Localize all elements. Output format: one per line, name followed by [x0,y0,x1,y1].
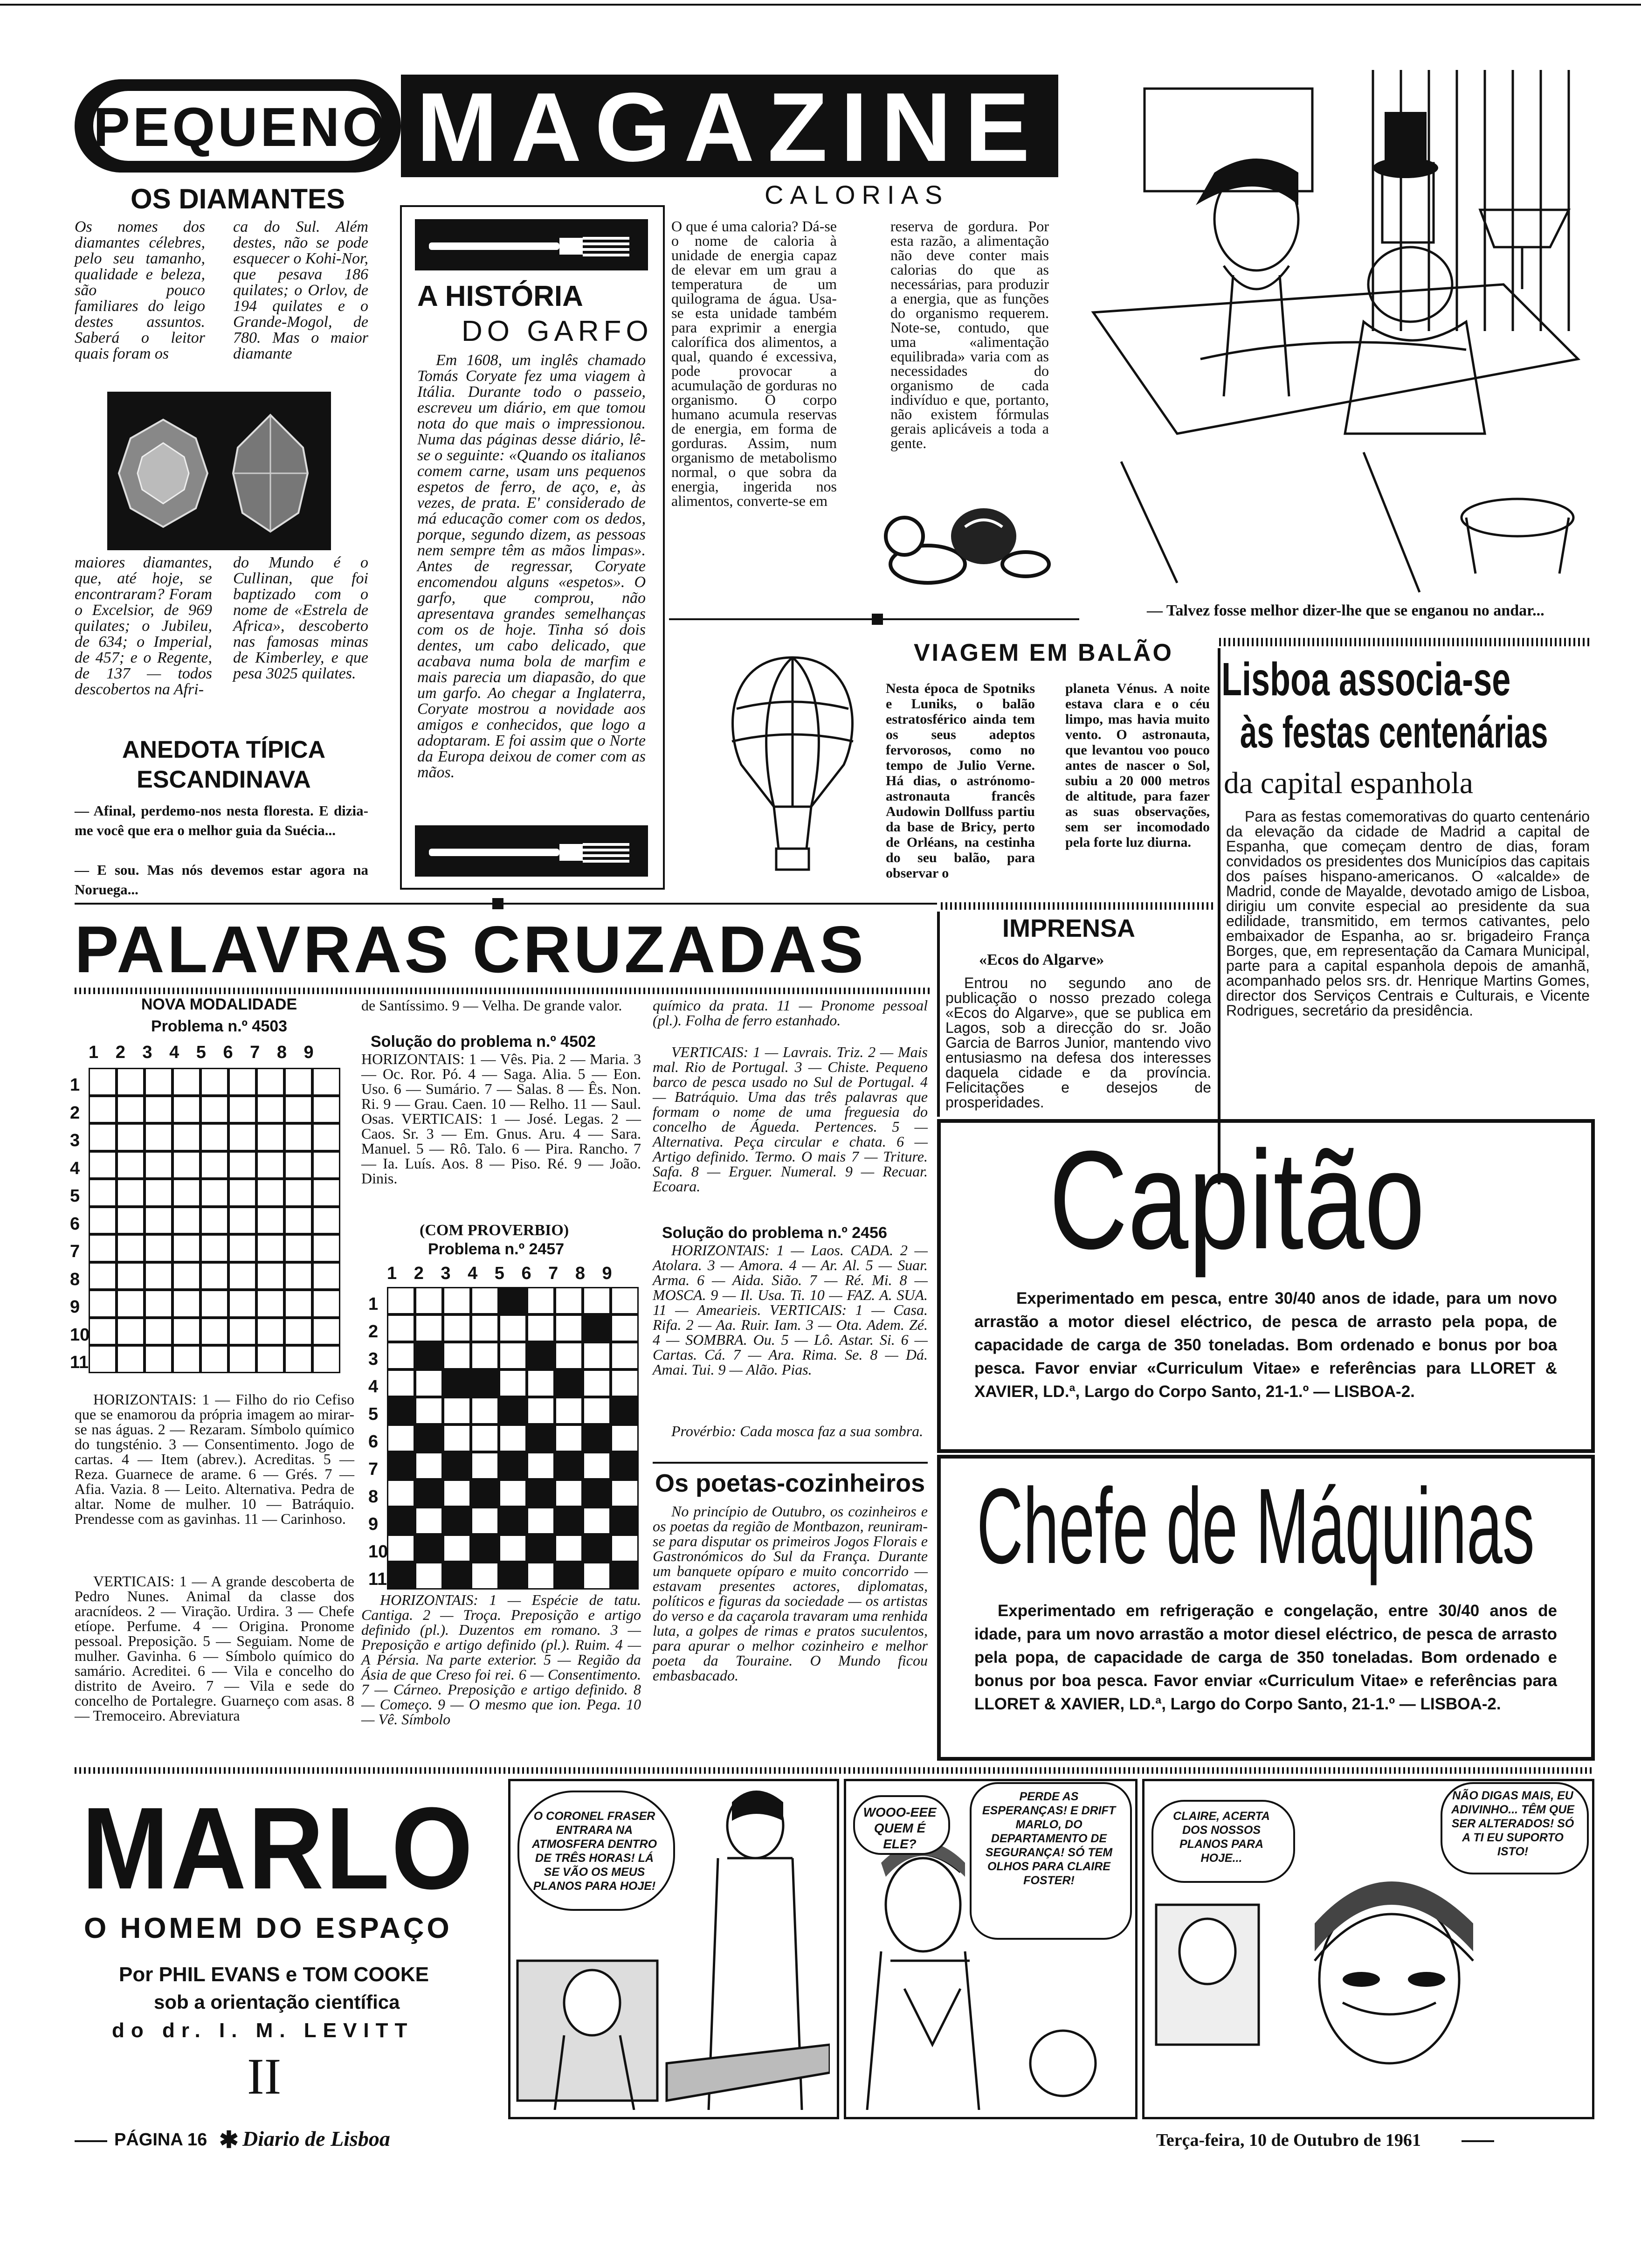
footer-rule-left [75,2140,107,2142]
grid-cell [89,1068,117,1096]
problema-2457: Problema n.º 2457 [428,1240,565,1258]
grid-cell [172,1207,200,1235]
grid-cell [471,1287,499,1314]
grid-cell [172,1151,200,1179]
grid-cell [200,1290,228,1318]
grid-cell [611,1507,639,1535]
com-proverbio: (COM PROVERBIO) [420,1222,569,1239]
grid-cell [611,1480,639,1507]
grid-cell [611,1562,639,1590]
marlo-sub: O HOMEM DO ESPAÇO [84,1912,452,1944]
grid-cell [387,1369,415,1397]
grid-cell [443,1342,471,1369]
grid-cell [117,1262,145,1290]
grid-cell [256,1068,284,1096]
grid-cell [415,1452,443,1480]
grid-cell [583,1535,611,1562]
grid-cell [527,1507,555,1535]
grid-cell [200,1123,228,1151]
grid-cell [312,1318,340,1346]
diamantes-col4: do Mundo é o Cullinan, que foi baptizado com o nome de «Estrela de Africa», descoberto nas famosas minas de Kimberley, e que pesa 3025 quilates. [233,554,368,682]
grid-cell [200,1318,228,1346]
grid-cell [145,1207,172,1235]
grid-cell [583,1369,611,1397]
grid2-col-numbers: 1 2 3 4 5 6 7 8 9 [387,1264,619,1283]
grid1-col-numbers: 1 2 3 4 5 6 7 8 9 [89,1043,320,1062]
grid-cell [312,1345,340,1373]
grid-cell [499,1507,527,1535]
marlo-by-2: sob a orientação científica [154,1991,400,2013]
grid-cell [611,1314,639,1342]
grid-cell [555,1452,583,1480]
grid-cell [256,1234,284,1262]
grid-cell [471,1452,499,1480]
grid-cell [555,1287,583,1314]
grid-cell [499,1314,527,1342]
grid-cell [499,1287,527,1314]
grid-cell [312,1123,340,1151]
grid-cell [284,1345,312,1373]
grid-cell [200,1345,228,1373]
grid-cell [499,1369,527,1397]
grid-cell [387,1452,415,1480]
grid-cell [527,1424,555,1452]
footer-rule-right [1462,2140,1494,2142]
diamantes-col3: maiores diamantes, que, até hoje, se encontraram? Foram o Excelsior, de 969 quilates; o Jubileu, de 634; o Imperial, de 457; e o Regente, de 137 — todos descobertos na Afri- [75,554,212,698]
garfo-title-2: DO GARFO [462,315,653,347]
fork-icon-top [415,219,648,270]
divider-square [872,614,883,625]
grid-cell [228,1345,256,1373]
grid-cell [443,1452,471,1480]
grid-cell [89,1207,117,1235]
pequeno-text: PEQUENO [93,97,388,158]
grid-cell [611,1452,639,1480]
grid-cell [312,1096,340,1124]
grid-cell [312,1290,340,1318]
grid-cell [499,1562,527,1590]
grid-cell [611,1397,639,1424]
grid-cell [527,1397,555,1424]
grid-cell [415,1507,443,1535]
verticais-2457: VERTICAIS: 1 — Lavrais. Triz. 2 — Mais mal. Rio de Portugal. 3 — Chiste. Pequeno barco de pesca usado no Sul de Portugal. 4 — Batráquio. Uma das três palavras que formam o nome de uma freguesia do concelho de Águeda. Pertences. 5 — Alternativa. Peça circular e chata. 6 — Artigo definido. Termo. O mais 7 — Triture. Safa. 8 — Erguer. Numeral. 9 — Recuar. Ecoara. [653,1044,928,1195]
grid-cell [443,1535,471,1562]
imprensa-sub: «Ecos do Algarve» [979,951,1104,968]
grid-cell [172,1123,200,1151]
grid-cell [117,1234,145,1262]
grid-cell [499,1535,527,1562]
grid-cell [228,1068,256,1096]
comic-hatch [75,1767,1592,1774]
grid-cell [312,1151,340,1179]
diamonds-illustration [107,392,331,550]
poetas-title: Os poetas-cozinheiros [655,1469,925,1497]
grid-cell [527,1535,555,1562]
grid-cell [555,1342,583,1369]
grid-cell [312,1207,340,1235]
grid-cell [471,1314,499,1342]
grid-cell [145,1096,172,1124]
grid-cell [415,1287,443,1314]
balloon-5-text: NÃO DIGAS MAIS, EU ADIVINHO... TÊM QUE SER ALTERADOS! SÓ A TI EU SUPORTO ISTO! [1451,1789,1574,1858]
anedota-line-1: — Afinal, perdemo-nos nesta floresta. E dizia-me você que era o melhor guia da Suécia... [75,802,368,838]
grid2-row-numbers: 1 2 3 4 5 6 7 8 9 10 11 [368,1294,388,1589]
marlo-number: II [247,2048,282,2105]
grid-cell [443,1287,471,1314]
grid-cell [471,1369,499,1397]
grid-cell [145,1068,172,1096]
grid-cell [89,1096,117,1124]
grid-cell [555,1562,583,1590]
anedota-line-2: — E sou. Mas nós devemos estar agora na Noruega... [75,862,368,898]
grid-cell [284,1207,312,1235]
grid-cell [611,1342,639,1369]
grid-cell [527,1562,555,1590]
anedota-title-1: ANEDOTA TÍPICA [122,736,326,763]
grid-cell [415,1424,443,1452]
food-illustration [876,485,1054,588]
ad-capitao-body: Experimentado em pesca, entre 30/40 anos de idade, para um novo arrastão a motor diesel eléctrico, de pesca de arrasto pela popa, de capacidade de carga de 350 toneladas. Bom ordenado e bonus por boa pesca. Favor enviar «Curriculum Vitae» e referências para LLORET & XAVIER, LD.ª, Largo do Corpo Santo, 21-1.º — LISBOA-2. [974,1289,1557,1401]
grid-cell [527,1480,555,1507]
footer-date: Terça-feira, 10 de Outubro de 1961 [1156,2130,1421,2150]
grid-cell [200,1262,228,1290]
grid-cell [555,1507,583,1535]
grid-cell [172,1096,200,1124]
marlo-by-1: Por PHIL EVANS e TOM COOKE [119,1963,429,1986]
grid-cell [172,1234,200,1262]
balao-col2: planeta Vénus. A noite estava clara e o céu limpo, mas havia muito vento. O astronauta, que levantou voo pouco antes de nascer o Sol, subiu a 20 000 metros de altitude, para fazer as suas observações, sem ser incomodado pela forte luz diurna. [1065,681,1210,850]
grid-cell [499,1397,527,1424]
grid-cell [555,1480,583,1507]
grid-cell [256,1290,284,1318]
grid-cell [117,1345,145,1373]
grid-cell [228,1318,256,1346]
grid-cell [527,1314,555,1342]
solucao-2456-body: HORIZONTAIS: 1 — Laos. CADA. 2 — Atolara. 3 — Amora. 4 — Ar. Al. 5 — Suar. Arma. 6 — Aida. Sião. 7 — Ré. Mi. 8 — MOSCA. 9 — Il. Usa. Ti. 10 — FAZ. A. SUA. 11 — Amearieis. VERTICAIS: 1 — Casa. Rifa. 2 — Aa. Ruir. Iam. 3 — Ota. Adem. Zé. 4 — SOMBRA. Ou. 5 — Lô. Astar. Si. 6 — Cartas. Cá. 7 — Ara. Rima. Se. 8 — Dá. Amai. Tui. 9 — Alão. Pias. [653,1242,928,1378]
poetas-rule [653,1462,928,1464]
grid-cell [312,1234,340,1262]
grid-cell [415,1369,443,1397]
magazine-wordmark [401,70,1063,182]
balloon-4-text: CLAIRE, ACERTA DOS NOSSOS PLANOS PARA HOJE... [1173,1810,1270,1865]
grid-cell [200,1068,228,1096]
grid-cell [471,1424,499,1452]
grid-cell [228,1123,256,1151]
grid-cell [256,1262,284,1290]
grid-cell [256,1318,284,1346]
grid-cell [471,1562,499,1590]
grid-cell [256,1345,284,1373]
balloon-2-text: WOOO-EEE QUEM É ELE? [863,1805,937,1851]
masthead [75,70,1058,182]
grid-cell [145,1262,172,1290]
nova-modalidade: NOVA MODALIDADE [141,996,297,1013]
grid-cell [443,1314,471,1342]
crossword-grid-1 [89,1068,340,1373]
grid-cell [256,1151,284,1179]
grid-cell [117,1290,145,1318]
grid-cell [611,1424,639,1452]
top-rule [0,4,1641,6]
grid-cell [499,1480,527,1507]
grid-cell [611,1287,639,1314]
grid-cell [387,1314,415,1342]
balao-col1: Nesta época de Spotniks e Luniks, o balão estratosférico ainda tem os seus adeptos fervorosos, como no tempo de Julio Verne. Há dias, o astrónomo-astronauta francês Audowin Dollfuss partiu da base de Bricy, perto de Orléans, na cestinha do seu balão, para observar o [886,681,1035,881]
footer-page: PÁGINA 16 [114,2130,207,2150]
lisboa-left-rule [1218,648,1220,1184]
balao-title: VIAGEM EM BALÃO [914,639,1173,666]
grid-cell [555,1369,583,1397]
balloon-illustration [723,653,862,886]
grid-cell [415,1342,443,1369]
fork-icon-bottom [415,825,648,877]
grid-cell [228,1179,256,1207]
grid-cell [415,1314,443,1342]
grid-cell [89,1151,117,1179]
marlo-title: MARLO [82,1783,475,1913]
cartoon-caption: — Talvez fosse melhor dizer-lhe que se enganou no andar... [1147,602,1544,619]
col3-continuation: químico da prata. 11 — Pronome pessoal (pl.). Folha de ferro estanhado. [653,997,928,1029]
grid-cell [284,1096,312,1124]
col2-continuation: de Santíssimo. 9 — Velha. De grande valor. [361,997,622,1014]
grid-cell [284,1262,312,1290]
grid-cell [200,1179,228,1207]
palavras-title: PALAVRAS CRUZADAS [75,913,867,987]
diamantes-col1: Os nomes dos diamantes célebres, pelo seu tamanho, qualidade e beleza, são pouco familiares do leigo destes assuntos. Saberá o leitor quais foram os [75,218,205,362]
grid-cell [443,1397,471,1424]
grid-cell [117,1068,145,1096]
solucao-4502-body: HORIZONTAIS: 1 — Vês. Pia. 2 — Maria. 3 — Oc. Ror. Pó. 4 — Saga. Alia. 5 — Eon. Uso. 6 — Sumário. 7 — Salas. 8 — Ês. Non. Ri. 9 — Grau. Caen. 10 — Relho. 11 — Saul. Osas. VERTICAIS: 1 — José. Legas. 2 — Caos. Sr. 3 — Em. Gnus. Aru. 4 — Sara. Manuel. 5 — Rô. Talo. 6 — Pira. Rancho. 7 — Ia. Luís. Aos. 8 — Piso. Ré. 9 — João. Dinis. [361,1051,641,1187]
grid-cell [471,1535,499,1562]
grid-cell [387,1287,415,1314]
grid-cell [200,1234,228,1262]
grid-cell [471,1480,499,1507]
grid-cell [145,1179,172,1207]
grid-cell [555,1424,583,1452]
lisboa-top-rule [1219,638,1592,646]
grid-cell [499,1452,527,1480]
diamantes-title: OS DIAMANTES [130,183,345,214]
grid-cell [387,1342,415,1369]
grid-cell [117,1179,145,1207]
grid-cell [172,1318,200,1346]
divider-palavras-square [492,898,503,909]
grid-cell [172,1179,200,1207]
grid-cell [284,1151,312,1179]
calorias-title: CALORIAS [765,180,949,209]
diamantes-col2: ca do Sul. Além destes, não se pode esquecer o Kohi-Nor, que pesava 186 quilates; o Orlov, de 194 quilates e o Grande-Mogol, de 780. Mas o maior diamante [233,218,368,362]
grid1-row-numbers: 1 2 3 4 5 6 7 8 9 10 11 [70,1075,90,1372]
grid-cell [89,1234,117,1262]
grid-cell [228,1096,256,1124]
garfo-body: Em 1608, um inglês chamado Tomás Coryate fez uma viagem à Itália. Durante todo o passeio, escreveu um diário, em que tomou nota do que mais o impressionou. Numa das páginas desse diário, lê-se o seguinte: «Quando os italianos comem carne, usam uns pequenos espetos de ferro, de aço, e, às vezes, de prata. E' considerado de má educação comer com os dedos, porque, segundo dizem, as pessoas nem sempre têm as mãos limpas». Antes de regressar, Coryate encomendou alguns «espetos». O garfo, que comprou, não apresentava grandes semelhanças com os de hoje. Tinha só dois dentes, um cabo delicado, que acabava numa bola de marfim e mais parecia um diapasão, do que um garfo. Ao chegar a Inglaterra, Coryate mostrou a novidade aos amigos e conhecidos, que logo a adoptaram. E foi assim que o Norte da Europa deixou de comer com as mãos. [417,352,646,781]
grid-cell [145,1123,172,1151]
grid-cell [228,1290,256,1318]
grid-cell [415,1535,443,1562]
grid-cell [527,1287,555,1314]
grid-cell [555,1535,583,1562]
calorias-col1: O que é uma caloria? Dá-se o nome de caloria à unidade de energia capaz de elevar em um grau a temperatura de um quilograma de água. Usa-se esta unidade também para exprimir a energia calorífica dos alimentos, a qual, quando é excessiva, pode provocar a acumulação de gorduras no organismo. O corpo humano acumula reservas de energia, em forma de gorduras. Assim, num organismo de metabolismo normal, o que sobra da energia, ingerida nos alimentos, converte-se em [671,218,837,509]
proverbio: Provérbio: Cada mosca faz a sua sombra. [671,1423,924,1439]
footer-asterisk: ✱ [219,2127,239,2153]
grid-cell [117,1207,145,1235]
ad-chefe-title: Chefe de Máquinas [977,1466,1535,1586]
grid-cell [499,1342,527,1369]
grid-cell [145,1345,172,1373]
verticais-4503: VERTICAIS: 1 — A grande descoberta de Pedro Nunes. Animal da classe dos aracnídeos. 2 — Viração. Urdira. 3 — Chefe etíope. Perfume. 4 — Origina. Pronome pessoal. Preposição. 5 — Seguiam. Nome de mulher. Gavinha. 6 — Símbolo químico do samário. Acreditei. 6 — Vila e concelho do distrito de Aveiro. 7 — Vila e sede do concelho de Portalegre. Guarneço com asas. 8 — Tremoceiro. Abreviatura [75,1573,354,1724]
grid-cell [89,1318,117,1346]
grid-cell [228,1234,256,1262]
grid-cell [555,1314,583,1342]
hotel-cartoon [1084,70,1587,602]
grid-cell [284,1318,312,1346]
grid-cell [527,1369,555,1397]
imprensa-left-rule [937,912,940,1117]
grid-cell [200,1096,228,1124]
lisboa-title-1: Lisboa associa-se [1221,653,1511,705]
balloon-1-text: O CORONEL FRASER ENTRARA NA ATMOSFERA DENTRO DE TRÊS HORAS! LÁ SE VÃO OS MEUS PLANOS PARA HOJE! [531,1810,657,1893]
horizontais-2457: HORIZONTAIS: 1 — Espécie de tatu. Cantiga. 2 — Troça. Preposição e artigo definido (pl.). Duzentos em romano. 3 — Preposição e artigo definido (pl.). Ruim. 4 — A Pérsia. Na parte exterior. 5 — Região da Ásia de que Creso foi rei. 6 — Consentimento. 7 — Cárneo. Preposição e artigo definido. 8 — Começo. 9 — O mesmo que ion. Pega. 10 — Vê. Símbolo [361,1591,641,1728]
solucao-4502-title: Solução do problema n.º 4502 [371,1033,596,1051]
grid-cell [527,1342,555,1369]
grid-cell [387,1424,415,1452]
crossword-grid-2 [387,1287,639,1590]
grid-cell [415,1480,443,1507]
grid-cell [443,1480,471,1507]
grid-cell [117,1318,145,1346]
grid-cell [117,1096,145,1124]
grid-cell [415,1397,443,1424]
grid-cell [200,1207,228,1235]
grid-cell [583,1287,611,1314]
grid-cell [284,1068,312,1096]
balloon-3-text: PERDE AS ESPERANÇAS! E DRIFT MARLO, DO DEPARTAMENTO DE SEGURANÇA! SÓ TEM OLHOS PARA CLAIRE FOSTER! [982,1790,1116,1887]
problema-4503: Problema n.º 4503 [151,1017,288,1035]
poetas-body: No princípio de Outubro, os cozinheiros e os poetas da região de Montbazon, reuniram-se para disputar os primeiros Jogos Florais e Gastronómicos do Sul da França. Durante um banquete opíparo e muito concorrido — estavam presentes actores, diplomatas, políticos e figuras da sociedade — os artistas do verso e da caçarola travaram uma renhida luta, a golpes de rimas e pratos suculentos, para apurar o melhor cozinheiro e melhor poeta da Touraine. O Mundo ficou embasbacado. [653,1503,928,1684]
grid-cell [527,1452,555,1480]
grid-cell [312,1262,340,1290]
grid-cell [443,1369,471,1397]
grid-cell [583,1314,611,1342]
grid-cell [117,1123,145,1151]
grid-cell [387,1480,415,1507]
grid-cell [443,1424,471,1452]
imprensa-top-rule [941,902,1214,910]
palavras-hatch [75,988,932,994]
ad-chefe-body: Experimentado em refrigeração e congelação, entre 30/40 anos de idade, para um novo arrastão a motor diesel eléctrico, de pesca de arrasto pela popa, de capacidade de carga de 350 toneladas. Bom ordenado e bonus por boa pesca. Favor enviar «Curriculum Vitae» e referências para LLORET & XAVIER, LD.ª, Largo do Corpo Santo, 21-1.º — LISBOA-2. [974,1602,1557,1713]
footer-paper: Diario de Lisboa [242,2127,390,2150]
grid-cell [228,1151,256,1179]
calorias-col2: reserva de gordura. Por esta razão, a alimentação não deve conter mais calorias do que as necessárias, para produzir a energia, que as funções do organismo requerem. Note-se, contudo, que uma «alimentação equilibrada» varia com as necessidades do organismo de cada indivíduo e que, portanto, não existem fórmulas gerais aplicáveis a toda a gente. [890,218,1049,451]
grid-cell [443,1507,471,1535]
grid-cell [256,1123,284,1151]
grid-cell [583,1342,611,1369]
grid-cell [583,1562,611,1590]
grid-cell [583,1397,611,1424]
grid-cell [89,1290,117,1318]
grid-cell [387,1507,415,1535]
grid-cell [145,1234,172,1262]
grid-cell [387,1535,415,1562]
grid-cell [284,1123,312,1151]
grid-cell [256,1207,284,1235]
grid-cell [256,1096,284,1124]
grid-cell [172,1262,200,1290]
grid-cell [555,1397,583,1424]
grid-cell [228,1207,256,1235]
grid-cell [89,1123,117,1151]
imprensa-title: IMPRENSA [1002,914,1136,942]
grid-cell [611,1369,639,1397]
horizontais-4503: HORIZONTAIS: 1 — Filho do rio Cefiso que se enamorou da própria imagem ao mirar-se nas águas. 2 — Rezaram. Símbolo químico do tungsténio. 3 — Consentimento. Jogo de cartas. 4 — Item (abrev.). Acreditas. 5 — Reza. Guarnece de arame. 6 — Grés. 7 — Afia. Vazia. 8 — Leito. Alternativa. Pedra de altar. Nome de mulher. 10 — Batráquio. Prendesse com as gavinhas. 11 — Carinhoso. [75,1391,354,1527]
grid-cell [471,1397,499,1424]
grid-cell [145,1290,172,1318]
grid-cell [611,1535,639,1562]
grid-cell [89,1262,117,1290]
grid-cell [284,1290,312,1318]
grid-cell [415,1562,443,1590]
grid-cell [284,1179,312,1207]
grid-cell [583,1452,611,1480]
imprensa-body: Entrou no segundo ano de publicação o nosso prezado colega «Ecos do Algarve», que se publica em Lagos, sob a direcção do sr. João Garcia de Barros Junior, mantendo vivo entusiasmo na defesa dos interesses daquela cidade e da província. Felicitações e desejos de prosperidades. [945,975,1211,1111]
grid-cell [145,1318,172,1346]
grid-cell [387,1397,415,1424]
grid-cell [312,1179,340,1207]
solucao-2456-title: Solução do problema n.º 2456 [662,1224,887,1242]
grid-cell [117,1151,145,1179]
lisboa-body: Para as festas comemorativas do quarto centenário da elevação da cidade de Madrid a capital de Espanha, que começam dentro de dias, foram convidados os presidentes dos Municípios das capitais dos países hispano-americanos. O «alcalde» de Madrid, conde de Mayalde, devotado amigo de Lisboa, dirigiu um convite especial ao presidente da sua edilidade, transmitido, em termos cativantes, pelo embaixador de Espanha, ao sr. brigadeiro França Borges, que, em representação da Camara Municipal, parte para a capital espanhola depois de amanhã, acompanhado pelos srs. dr. Henrique Martins Gomes, director dos Serviços Centrais e Culturais, e Vicente Rodrigues, secretário da presidência. [1226,808,1590,1019]
anedota-title-2: ESCANDINAVA [137,766,311,793]
lisboa-title-3: da capital espanhola [1224,766,1474,800]
grid-cell [499,1424,527,1452]
garfo-title-1: A HISTÓRIA [417,280,583,312]
lisboa-title-2: às festas centenárias [1240,707,1548,757]
grid-cell [172,1068,200,1096]
grid-cell [145,1151,172,1179]
grid-cell [200,1151,228,1179]
grid-cell [583,1424,611,1452]
grid-cell [172,1345,200,1373]
grid-cell [284,1234,312,1262]
grid-cell [256,1179,284,1207]
divider-palavras [75,903,937,905]
grid-cell [312,1068,340,1096]
grid-cell [583,1507,611,1535]
marlo-by-3: do dr. I. M. LEVITT [112,2019,414,2042]
grid-cell [89,1179,117,1207]
grid-cell [471,1342,499,1369]
magazine-text: MAGAZINE [416,72,1043,182]
ad-capitao-title: Capitão [1049,1121,1425,1278]
grid-cell [228,1262,256,1290]
grid-cell [172,1290,200,1318]
grid-cell [89,1345,117,1373]
grid-cell [471,1507,499,1535]
grid-cell [387,1562,415,1590]
grid-cell [583,1480,611,1507]
grid-cell [443,1562,471,1590]
